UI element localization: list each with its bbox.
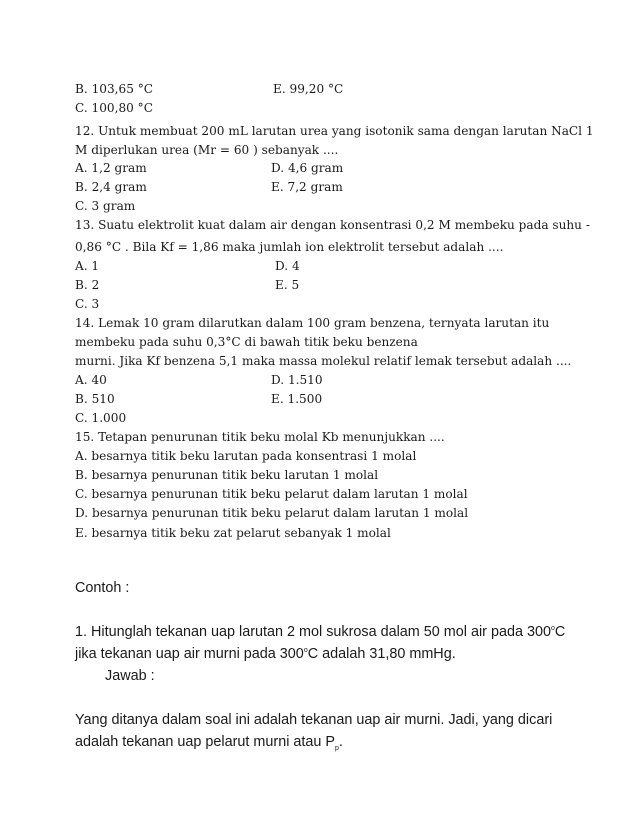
text-run: C adalah 31,80 mmHg. [307, 646, 456, 662]
option-d: D. 1.510 [271, 373, 323, 387]
answer-label: Jawab : [105, 668, 155, 684]
text-run: jika tekanan uap air murni pada 300 [75, 646, 304, 662]
option-c: C. 100,80 °C [75, 101, 153, 115]
option-c: C. besarnya penurunan titik beku pelarut dalam larutan 1 molal [75, 487, 468, 501]
option-a: A. 40 [75, 373, 107, 387]
subscript: p [335, 744, 339, 752]
text-run: . [338, 734, 343, 750]
question-13-line-2: 0,86 °C . Bila Kf = 1,86 maka jumlah ion elektrolit tersebut adalah .... [75, 240, 504, 254]
option-b: B. besarnya penurunan titik beku larutan 1 molal [75, 468, 379, 482]
option-a: A. 1,2 gram [75, 161, 147, 175]
example-heading: Contoh : [75, 580, 130, 596]
text-run: 1. Hitunglah tekanan uap larutan 2 mol sukrosa dalam 50 mol air pada 300 [75, 624, 551, 640]
option-e: E. 1.500 [271, 392, 323, 406]
option-row [75, 390, 323, 409]
option-a: A. 1 [75, 259, 100, 273]
question-12-line-1: 12. Untuk membuat 200 mL larutan urea yang isotonik sama dengan larutan NaCl 1 [75, 124, 594, 138]
example-question-line-1 [75, 621, 565, 643]
option-e: E. 5 [275, 278, 300, 292]
question-14-line-1: 14. Lemak 10 gram dilarutkan dalam 100 gram benzena, ternyata larutan itu [75, 316, 550, 330]
text-run: adalah tekanan uap pelarut murni atau P [75, 734, 336, 750]
question-12-line-2: M diperlukan urea (Mr = 60 ) sebanyak .... [75, 143, 339, 157]
degree-superscript: o [303, 647, 308, 655]
option-c: C. 1.000 [75, 411, 127, 425]
option-c: C. 3 [75, 297, 100, 311]
option-c: C. 3 gram [75, 199, 136, 213]
option-b: B. 103,65 °C [75, 82, 154, 96]
question-14-line-2: membeku pada suhu 0,3°C di bawah titik beku benzena [75, 335, 418, 349]
example-question-line-2 [75, 643, 456, 665]
option-d: D. 4 [275, 259, 300, 273]
option-d: D. besarnya penurunan titik beku pelarut dalam larutan 1 molal [75, 506, 469, 520]
degree-superscript: o [551, 625, 555, 633]
option-b: B. 2,4 gram [75, 180, 147, 194]
option-b: B. 510 [75, 392, 115, 406]
option-row [75, 276, 300, 295]
option-row [75, 159, 344, 178]
option-a: A. besarnya titik beku larutan pada konsentrasi 1 molal [75, 449, 417, 463]
option-e: E. 99,20 °C [273, 82, 344, 96]
question-15: 15. Tetapan penurunan titik beku molal Kb menunjukkan .... [75, 430, 445, 444]
text-run: C [554, 624, 566, 640]
option-d: D. 4,6 gram [271, 161, 344, 175]
explanation-line-1: Yang ditanya dalam soal ini adalah tekanan uap air murni. Jadi, yang dicari [75, 712, 553, 728]
option-e: E. 7,2 gram [271, 180, 343, 194]
question-14-line-3: murni. Jika Kf benzena 5,1 maka massa molekul relatif lemak tersebut adalah .... [75, 354, 572, 368]
option-row [75, 371, 323, 390]
question-13-line-1: 13. Suatu elektrolit kuat dalam air dengan konsentrasi 0,2 M membeku pada suhu - [75, 218, 590, 232]
option-row [75, 178, 343, 197]
explanation-line-2 [75, 731, 343, 753]
option-b: B. 2 [75, 278, 100, 292]
option-row [75, 80, 344, 99]
option-row [75, 257, 300, 276]
option-e: E. besarnya titik beku zat pelarut sebanyak 1 molal [75, 526, 391, 540]
